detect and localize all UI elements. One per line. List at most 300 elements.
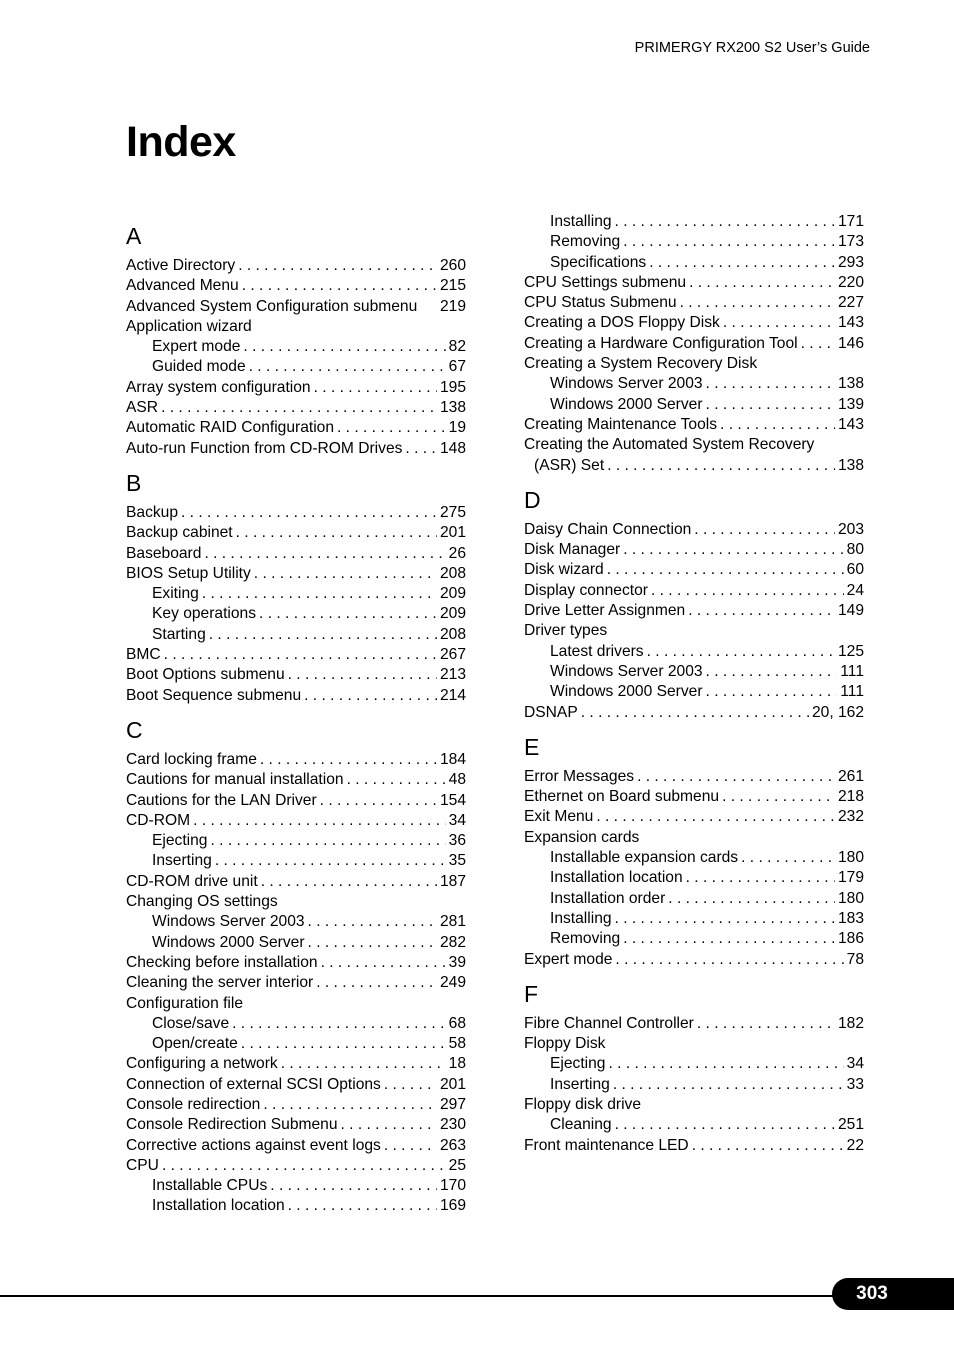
entry-pages: 201 (439, 524, 466, 542)
entry-label: Automatic RAID Configuration (126, 419, 335, 437)
entry-label: Ejecting (152, 832, 208, 850)
entry-label: Floppy Disk (524, 1035, 606, 1053)
dot-leader (706, 662, 838, 682)
index-entry (126, 1115, 466, 1135)
entry-label: Console redirection (126, 1095, 261, 1113)
index-entry (126, 1156, 466, 1176)
index-entry (524, 232, 864, 252)
entry-pages: 218 (837, 788, 864, 806)
entry-pages: 209 (439, 605, 466, 623)
index-entry (126, 933, 466, 953)
index-entry (524, 1014, 864, 1034)
dot-leader (607, 456, 835, 476)
index-entry (126, 1034, 466, 1054)
dot-leader (692, 1136, 844, 1156)
index-entry (524, 929, 864, 949)
entry-pages: 143 (837, 314, 864, 332)
dot-leader (215, 851, 446, 871)
dot-leader (615, 212, 835, 232)
entry-pages: 25 (448, 1156, 466, 1174)
dot-leader (341, 1115, 437, 1135)
entry-pages: 293 (837, 253, 864, 271)
entry-label: BMC (126, 646, 161, 664)
dot-leader (615, 950, 843, 970)
entry-label: Driver types (524, 622, 608, 640)
entry-label: Application wizard (126, 317, 252, 335)
section-letter: D (524, 486, 541, 513)
dot-leader (689, 273, 835, 293)
entry-label: Key operations (152, 605, 257, 623)
dot-leader (321, 953, 446, 973)
dot-leader (162, 1156, 446, 1176)
dot-leader (706, 682, 838, 702)
entry-pages: 36 (448, 832, 466, 850)
index-entry (126, 686, 466, 706)
entry-label: Installation location (550, 869, 683, 887)
dot-leader (308, 933, 437, 953)
entry-label: Creating Maintenance Tools (524, 415, 718, 433)
entry-label: Floppy disk drive (524, 1095, 641, 1113)
index-column-right (524, 212, 864, 1156)
entry-label: Starting (152, 625, 206, 643)
dot-leader (288, 665, 437, 685)
dot-leader (607, 560, 844, 580)
entry-pages: 170 (439, 1177, 466, 1195)
index-entry (126, 1054, 466, 1074)
entry-label: Advanced System Configuration submenu (126, 297, 418, 315)
entry-label: Baseboard (126, 544, 202, 562)
entry-label: Windows Server 2003 (152, 913, 305, 931)
page-number-badge (832, 1278, 954, 1310)
entry-pages: 251 (837, 1116, 864, 1134)
entry-pages: 230 (439, 1116, 466, 1134)
dot-leader (623, 540, 843, 560)
dot-leader (249, 357, 446, 377)
index-entry (524, 828, 864, 848)
entry-pages: 187 (439, 872, 466, 890)
index-entry (524, 621, 864, 641)
dot-leader (209, 625, 437, 645)
entry-pages: 24 (846, 581, 864, 599)
index-entry (524, 374, 864, 394)
dot-leader (668, 889, 835, 909)
dot-leader (241, 1034, 446, 1054)
index-entry (126, 994, 466, 1014)
dot-leader (243, 337, 445, 357)
dot-leader (686, 868, 835, 888)
entry-label: Corrective actions against event logs (126, 1136, 381, 1154)
entry-pages: 143 (837, 415, 864, 433)
section-letter: F (524, 980, 539, 1007)
index-entry (126, 1075, 466, 1095)
entry-pages: 184 (439, 750, 466, 768)
index-entry (126, 851, 466, 871)
entry-label: Creating a Hardware Configuration Tool (524, 334, 798, 352)
entry-label: Creating a DOS Floppy Disk (524, 314, 720, 332)
index-entry (524, 1136, 864, 1156)
index-entry (524, 560, 864, 580)
entry-label: Cautions for manual installation (126, 771, 344, 789)
index-entry (126, 357, 466, 377)
entry-pages: 58 (448, 1035, 466, 1053)
index-entry (524, 456, 864, 476)
index-entry (524, 540, 864, 560)
entry-pages: 220 (837, 273, 864, 291)
entry-pages: 149 (837, 602, 864, 620)
index-entry (126, 665, 466, 685)
entry-label: Windows Server 2003 (550, 662, 703, 680)
index-entry (126, 770, 466, 790)
dot-leader (801, 334, 835, 354)
entry-label: Ethernet on Board submenu (524, 788, 720, 806)
entry-pages: 263 (439, 1136, 466, 1154)
index-entry (524, 767, 864, 787)
entry-pages: 169 (439, 1197, 466, 1215)
page-number: 303 (856, 1283, 888, 1304)
entry-pages: 275 (439, 503, 466, 521)
dot-leader (281, 1054, 446, 1074)
entry-label: Drive Letter Assignmen (524, 602, 686, 620)
entry-pages: 179 (837, 869, 864, 887)
entry-label: Configuring a network (126, 1055, 278, 1073)
entry-pages: 48 (448, 771, 466, 789)
entry-pages: 139 (837, 395, 864, 413)
entry-label: Open/create (152, 1035, 238, 1053)
entry-pages: 180 (837, 889, 864, 907)
entry-pages: 39 (448, 953, 466, 971)
entry-label: Cleaning the server interior (126, 974, 314, 992)
entry-label: Error Messages (524, 767, 635, 785)
dot-leader (697, 1014, 835, 1034)
index-entry (524, 395, 864, 415)
index-entry (126, 791, 466, 811)
dot-leader (723, 313, 835, 333)
entry-pages: 68 (448, 1014, 466, 1032)
index-entry (524, 293, 864, 313)
index-entry (524, 435, 864, 455)
entry-label: CPU Status Submenu (524, 294, 677, 312)
dot-leader (623, 232, 835, 252)
entry-pages: 111 (840, 662, 864, 680)
entry-label: Display connector (524, 581, 648, 599)
entry-pages: 297 (439, 1095, 466, 1113)
entry-pages: 201 (439, 1075, 466, 1093)
index-entry (126, 544, 466, 564)
entry-pages: 208 (439, 564, 466, 582)
entry-label: Active Directory (126, 257, 236, 274)
entry-label: Inserting (550, 1075, 610, 1093)
dot-leader (308, 912, 437, 932)
dot-leader (608, 1054, 843, 1074)
index-entry (126, 604, 466, 624)
dot-leader (623, 929, 835, 949)
index-entry (524, 642, 864, 662)
dot-leader (384, 1075, 437, 1095)
dot-leader (259, 604, 437, 624)
index-entry (524, 1115, 864, 1135)
dot-leader (615, 909, 835, 929)
dot-leader (254, 564, 437, 584)
index-entry (126, 811, 466, 831)
entry-label: Front maintenance LED (524, 1136, 689, 1154)
index-entry (126, 831, 466, 851)
entry-label: Changing OS settings (126, 893, 278, 911)
index-entry (524, 682, 864, 702)
index-entry (524, 415, 864, 435)
entry-pages: 148 (439, 439, 466, 457)
entry-pages: 67 (448, 358, 466, 376)
index-entry (524, 807, 864, 827)
index-entry (126, 276, 466, 296)
dot-leader (314, 378, 437, 398)
index-entry (126, 872, 466, 892)
index-entry (524, 868, 864, 888)
index-entry (126, 1014, 466, 1034)
entry-label: Specifications (550, 253, 647, 271)
dot-leader (615, 1115, 835, 1135)
entry-pages: 227 (837, 294, 864, 312)
entry-pages: 186 (837, 930, 864, 948)
index-entry (524, 253, 864, 273)
entry-label: Latest drivers (550, 642, 644, 660)
entry-label: Exiting (152, 585, 199, 603)
dot-leader (596, 807, 835, 827)
index-entry (524, 313, 864, 333)
entry-label: Backup cabinet (126, 524, 233, 542)
index-entry (524, 950, 864, 970)
entry-pages: 219 (439, 297, 466, 315)
index-entry (126, 912, 466, 932)
dot-leader (651, 581, 844, 601)
entry-label: Expansion cards (524, 828, 640, 846)
entry-pages: 232 (837, 808, 864, 826)
index-entry (524, 1034, 864, 1054)
entry-label: Fibre Channel Controller (524, 1014, 694, 1032)
index-entry (524, 703, 864, 723)
dot-leader (204, 544, 445, 564)
index-entry (126, 337, 466, 357)
dot-leader (337, 418, 446, 438)
dot-leader (694, 520, 835, 540)
entry-label: CD-ROM (126, 811, 191, 829)
index-entry (126, 418, 466, 438)
entry-pages: 82 (448, 338, 466, 356)
entry-label: Cleaning (550, 1116, 612, 1134)
dot-leader (288, 1196, 437, 1216)
section-letter: A (126, 223, 142, 249)
entry-pages: 60 (846, 561, 864, 579)
entry-pages: 183 (837, 909, 864, 927)
dot-leader (261, 872, 437, 892)
entry-pages: 195 (439, 378, 466, 396)
index-entry (126, 892, 466, 912)
entry-label: Close/save (152, 1014, 230, 1032)
entry-pages: 138 (837, 375, 864, 393)
entry-label: Ejecting (550, 1055, 606, 1073)
entry-label: BIOS Setup Utility (126, 564, 251, 582)
entry-label: CD-ROM drive unit (126, 872, 258, 890)
entry-label: Removing (550, 233, 621, 251)
entry-pages: 260 (439, 257, 466, 274)
section-letter: E (524, 733, 540, 760)
entry-pages: 22 (846, 1136, 864, 1154)
entry-label: Cautions for the LAN Driver (126, 791, 317, 809)
entry-label: Expert mode (152, 338, 241, 356)
entry-pages: 125 (837, 642, 864, 660)
index-entry (524, 520, 864, 540)
dot-leader (613, 1075, 844, 1095)
entry-pages: 154 (439, 791, 466, 809)
footer-rule (0, 1295, 840, 1297)
entry-pages: 26 (448, 544, 466, 562)
entry-label: Boot Options submenu (126, 666, 285, 684)
index-column-left (126, 212, 466, 1217)
dot-leader (263, 1095, 437, 1115)
entry-pages: 146 (837, 334, 864, 352)
page-title: Index (126, 118, 236, 166)
entry-label: Installation order (550, 889, 666, 907)
dot-leader (161, 398, 437, 418)
entry-label: (ASR) Set (534, 456, 605, 474)
entry-pages: 281 (439, 913, 466, 931)
entry-label: Installation location (152, 1197, 285, 1215)
entry-label: Creating a System Recovery Disk (524, 355, 758, 373)
entry-label: Guided mode (152, 358, 246, 376)
dot-leader (722, 787, 835, 807)
dot-leader (236, 523, 437, 543)
entry-pages: 171 (837, 213, 864, 230)
dot-leader (193, 811, 446, 831)
dot-leader (242, 276, 437, 296)
index-entry (126, 503, 466, 523)
index-entry (126, 1196, 466, 1216)
index-entry (126, 378, 466, 398)
dot-leader (232, 1014, 446, 1034)
entry-pages: 213 (439, 666, 466, 684)
dot-leader (706, 395, 835, 415)
entry-pages: 249 (439, 974, 466, 992)
dot-leader (680, 293, 835, 313)
entry-label: Array system configuration (126, 378, 311, 396)
entry-label: Connection of external SCSI Options (126, 1075, 381, 1093)
entry-label: Inserting (152, 852, 212, 870)
entry-label: Disk wizard (524, 561, 604, 579)
dot-leader (210, 831, 445, 851)
dot-leader (581, 703, 809, 723)
entry-pages: 78 (846, 950, 864, 968)
index-entry (524, 1054, 864, 1074)
entry-pages: 35 (448, 852, 466, 870)
section-letter: B (126, 469, 142, 496)
dot-leader (164, 645, 437, 665)
entry-label: Checking before installation (126, 953, 318, 971)
entry-pages: 20, 162 (811, 703, 864, 721)
entry-pages: 34 (448, 811, 466, 829)
entry-pages: 80 (846, 541, 864, 559)
entry-pages: 261 (837, 767, 864, 785)
index-entry (126, 439, 466, 459)
index-entry (126, 1136, 466, 1156)
entry-label: Card locking frame (126, 750, 257, 768)
entry-label: Installing (550, 909, 612, 927)
dot-leader (316, 973, 437, 993)
dot-leader (706, 374, 835, 394)
index-entry (126, 317, 466, 337)
dot-leader (637, 767, 835, 787)
entry-label: Disk Manager (524, 541, 621, 559)
entry-pages: 173 (837, 233, 864, 251)
entry-pages: 208 (439, 625, 466, 643)
entry-label: ASR (126, 399, 159, 417)
entry-pages: 111 (840, 683, 864, 701)
entry-pages: 209 (439, 585, 466, 603)
entry-pages: 138 (439, 399, 466, 417)
dot-leader (270, 1176, 437, 1196)
index-entry (126, 625, 466, 645)
index-entry (126, 750, 466, 770)
dot-leader (181, 503, 437, 523)
entry-label: Creating the Automated System Recovery (524, 436, 815, 454)
dot-leader (741, 848, 835, 868)
dot-leader (688, 601, 835, 621)
entry-label: Configuration file (126, 994, 244, 1012)
entry-pages: 180 (837, 849, 864, 867)
entry-label: Windows 2000 Server (550, 395, 703, 413)
entry-label: Advanced Menu (126, 277, 239, 295)
entry-label: DSNAP (524, 703, 578, 721)
entry-pages: 282 (439, 933, 466, 951)
index-entry (126, 584, 466, 604)
entry-pages: 214 (439, 686, 466, 704)
dot-leader (320, 791, 437, 811)
index-entry (126, 564, 466, 584)
dot-leader (405, 439, 437, 459)
entry-pages: 203 (837, 520, 864, 538)
index-entry (524, 889, 864, 909)
entry-label: Auto-run Function from CD-ROM Drives (126, 439, 403, 457)
entry-pages: 34 (846, 1055, 864, 1073)
entry-label: Installing (550, 213, 612, 230)
index-entry (126, 953, 466, 973)
index-entry (524, 581, 864, 601)
dot-leader (647, 642, 835, 662)
entry-label: Windows Server 2003 (550, 375, 703, 393)
entry-pages: 215 (439, 277, 466, 295)
running-header: PRIMERGY RX200 S2 User’s Guide (634, 40, 870, 56)
dot-leader (649, 253, 835, 273)
index-entry (524, 1075, 864, 1095)
dot-leader (384, 1136, 437, 1156)
entry-pages: 138 (837, 456, 864, 474)
dot-leader (238, 256, 437, 276)
index-entry (126, 973, 466, 993)
index-entry (524, 1095, 864, 1115)
index-entry (126, 398, 466, 418)
index-entry (524, 273, 864, 293)
entry-label: Windows 2000 Server (152, 933, 305, 951)
entry-pages: 18 (448, 1055, 466, 1073)
dot-leader (304, 686, 437, 706)
index-entry (524, 848, 864, 868)
dot-leader (347, 770, 446, 790)
dot-leader (720, 415, 835, 435)
entry-pages: 267 (439, 646, 466, 664)
entry-label: Installable CPUs (152, 1177, 268, 1195)
dot-leader (260, 750, 437, 770)
index-entry (524, 334, 864, 354)
index-entry (126, 1176, 466, 1196)
entry-label: Backup (126, 503, 179, 521)
